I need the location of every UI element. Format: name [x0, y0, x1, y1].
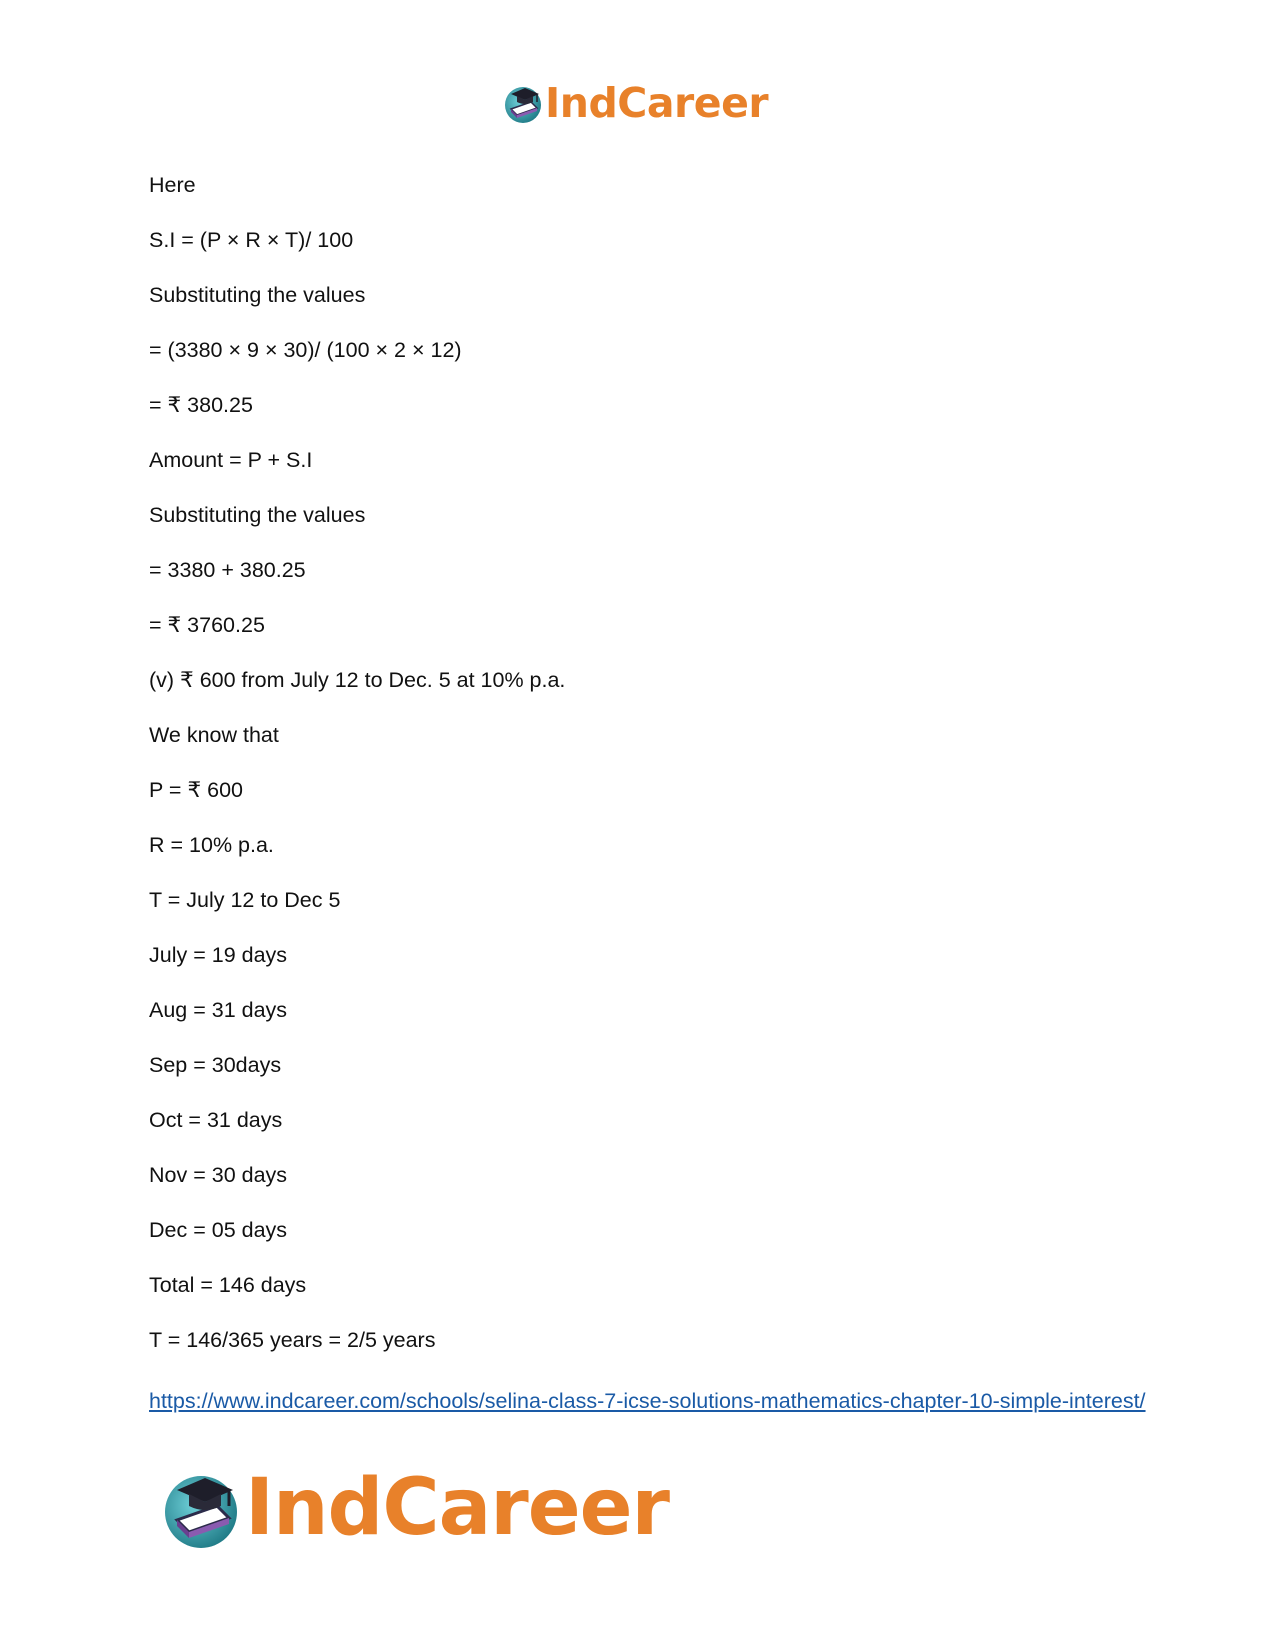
footer-logo-text: IndCareer: [245, 1463, 669, 1553]
text-line: T = July 12 to Dec 5: [149, 888, 341, 912]
source-link-block: [149, 1386, 1149, 1416]
globe-book-graduation-cap-icon: [503, 82, 543, 124]
text-line: T = 146/365 years = 2/5 years: [149, 1328, 436, 1352]
text-line: Oct = 31 days: [149, 1108, 283, 1132]
text-line: Substituting the values: [149, 283, 366, 307]
text-line: = (3380 × 9 × 30)/ (100 × 2 × 12): [149, 338, 462, 362]
text-line: July = 19 days: [149, 943, 288, 967]
text-line: R = 10% p.a.: [149, 833, 274, 857]
text-line: We know that: [149, 723, 279, 747]
globe-book-graduation-cap-icon: [161, 1466, 241, 1550]
text-line: = ₹ 380.25: [149, 393, 253, 417]
text-line: (v) ₹ 600 from July 12 to Dec. 5 at 10% p.a.: [149, 668, 566, 692]
text-line: Sep = 30days: [149, 1053, 282, 1077]
header-logo: [503, 78, 768, 128]
source-link[interactable]: https://www.indcareer.com/schools/selina-class-7-icse-solutions-mathematics-chapter-10-simple-interest/: [149, 1389, 1146, 1413]
text-line: = ₹ 3760.25: [149, 613, 265, 637]
text-line: Nov = 30 days: [149, 1163, 288, 1187]
header-logo-text: IndCareer: [545, 79, 769, 127]
footer-logo: [161, 1463, 669, 1553]
text-line: Dec = 05 days: [149, 1218, 288, 1242]
text-line: Total = 146 days: [149, 1273, 307, 1297]
text-line: = 3380 + 380.25: [149, 558, 306, 582]
document-body: [149, 170, 1149, 1380]
text-line: Substituting the values: [149, 503, 366, 527]
text-line: Here: [149, 173, 196, 197]
text-line: P = ₹ 600: [149, 778, 243, 802]
text-line: Aug = 31 days: [149, 998, 288, 1022]
text-line: S.I = (P × R × T)/ 100: [149, 228, 354, 252]
text-line: Amount = P + S.I: [149, 448, 313, 472]
